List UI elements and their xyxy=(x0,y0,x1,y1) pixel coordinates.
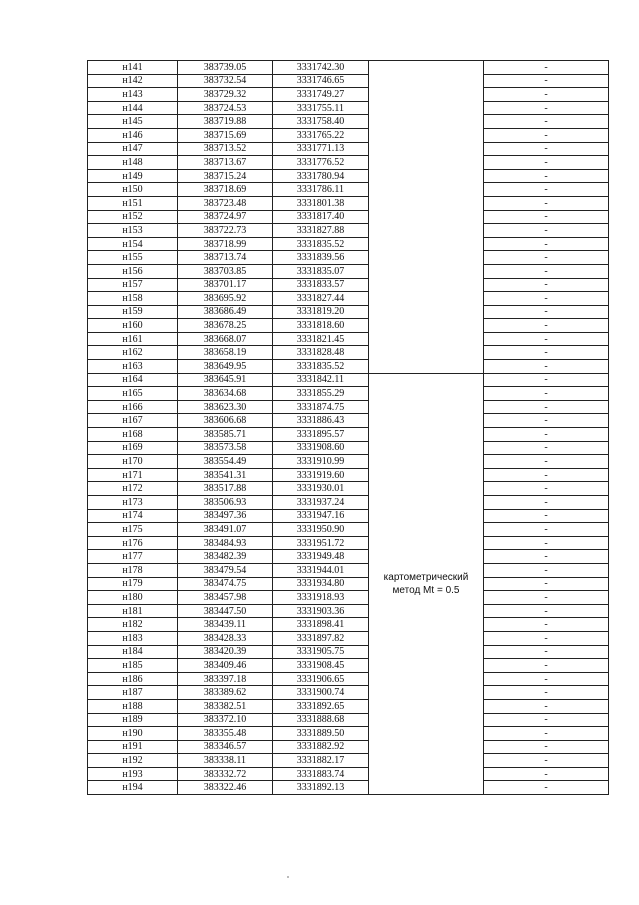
y-coordinate-cell: 3331827.88 xyxy=(273,224,369,238)
note-cell: - xyxy=(484,604,609,618)
point-id-cell: н164 xyxy=(88,373,178,387)
point-id-cell: н189 xyxy=(88,713,178,727)
note-cell: - xyxy=(484,61,609,75)
point-id-cell: н171 xyxy=(88,468,178,482)
note-cell: - xyxy=(484,659,609,673)
table-row xyxy=(88,428,609,442)
x-coordinate-cell: 383668.07 xyxy=(178,332,273,346)
point-id-cell: н151 xyxy=(88,196,178,210)
y-coordinate-cell: 3331886.43 xyxy=(273,414,369,428)
table-row xyxy=(88,672,609,686)
table-row xyxy=(88,74,609,88)
y-coordinate-cell: 3331817.40 xyxy=(273,210,369,224)
table-row xyxy=(88,169,609,183)
note-cell: - xyxy=(484,577,609,591)
note-cell: - xyxy=(484,169,609,183)
x-coordinate-cell: 383474.75 xyxy=(178,577,273,591)
note-cell: - xyxy=(484,88,609,102)
y-coordinate-cell: 3331900.74 xyxy=(273,686,369,700)
table-row xyxy=(88,305,609,319)
y-coordinate-cell: 3331819.20 xyxy=(273,305,369,319)
point-id-cell: н153 xyxy=(88,224,178,238)
table-row xyxy=(88,523,609,537)
table-row xyxy=(88,659,609,673)
table-row xyxy=(88,482,609,496)
x-coordinate-cell: 383724.53 xyxy=(178,101,273,115)
coordinates-table xyxy=(87,60,609,795)
y-coordinate-cell: 3331908.45 xyxy=(273,659,369,673)
point-id-cell: н158 xyxy=(88,292,178,306)
x-coordinate-cell: 383713.52 xyxy=(178,142,273,156)
table-row xyxy=(88,686,609,700)
x-coordinate-cell: 383482.39 xyxy=(178,550,273,564)
point-id-cell: н157 xyxy=(88,278,178,292)
x-coordinate-cell: 383479.54 xyxy=(178,563,273,577)
point-id-cell: н194 xyxy=(88,781,178,795)
x-coordinate-cell: 383322.46 xyxy=(178,781,273,795)
note-cell: - xyxy=(484,305,609,319)
point-id-cell: н165 xyxy=(88,387,178,401)
note-cell: - xyxy=(484,142,609,156)
x-coordinate-cell: 383606.68 xyxy=(178,414,273,428)
point-id-cell: н188 xyxy=(88,699,178,713)
table-row xyxy=(88,740,609,754)
note-cell: - xyxy=(484,523,609,537)
point-id-cell: н193 xyxy=(88,767,178,781)
note-cell: - xyxy=(484,387,609,401)
y-coordinate-cell: 3331937.24 xyxy=(273,496,369,510)
note-cell: - xyxy=(484,645,609,659)
x-coordinate-cell: 383397.18 xyxy=(178,672,273,686)
table-row xyxy=(88,128,609,142)
table-row xyxy=(88,631,609,645)
x-coordinate-cell: 383701.17 xyxy=(178,278,273,292)
y-coordinate-cell: 3331882.92 xyxy=(273,740,369,754)
table-row xyxy=(88,319,609,333)
note-cell: - xyxy=(484,482,609,496)
table-row xyxy=(88,781,609,795)
note-cell: - xyxy=(484,373,609,387)
note-cell: - xyxy=(484,251,609,265)
note-cell: - xyxy=(484,550,609,564)
note-cell: - xyxy=(484,156,609,170)
y-coordinate-cell: 3331949.48 xyxy=(273,550,369,564)
point-id-cell: н156 xyxy=(88,264,178,278)
x-coordinate-cell: 383554.49 xyxy=(178,455,273,469)
y-coordinate-cell: 3331918.93 xyxy=(273,591,369,605)
note-cell: - xyxy=(484,591,609,605)
x-coordinate-cell: 383447.50 xyxy=(178,604,273,618)
table-row xyxy=(88,61,609,75)
point-id-cell: н161 xyxy=(88,332,178,346)
x-coordinate-cell: 383715.69 xyxy=(178,128,273,142)
table-row xyxy=(88,142,609,156)
y-coordinate-cell: 3331801.38 xyxy=(273,196,369,210)
y-coordinate-cell: 3331951.72 xyxy=(273,536,369,550)
y-coordinate-cell: 3331842.11 xyxy=(273,373,369,387)
point-id-cell: н147 xyxy=(88,142,178,156)
point-id-cell: н144 xyxy=(88,101,178,115)
y-coordinate-cell: 3331906.65 xyxy=(273,672,369,686)
note-cell: - xyxy=(484,563,609,577)
x-coordinate-cell: 383718.99 xyxy=(178,237,273,251)
x-coordinate-cell: 383484.93 xyxy=(178,536,273,550)
y-coordinate-cell: 3331835.52 xyxy=(273,360,369,374)
table-row xyxy=(88,468,609,482)
note-cell: - xyxy=(484,713,609,727)
table-row xyxy=(88,156,609,170)
table-row xyxy=(88,536,609,550)
x-coordinate-cell: 383420.39 xyxy=(178,645,273,659)
note-cell: - xyxy=(484,754,609,768)
x-coordinate-cell: 383332.72 xyxy=(178,767,273,781)
table-row xyxy=(88,88,609,102)
x-coordinate-cell: 383719.88 xyxy=(178,115,273,129)
y-coordinate-cell: 3331821.45 xyxy=(273,332,369,346)
point-id-cell: н143 xyxy=(88,88,178,102)
note-cell: - xyxy=(484,455,609,469)
y-coordinate-cell: 3331758.40 xyxy=(273,115,369,129)
y-coordinate-cell: 3331905.75 xyxy=(273,645,369,659)
y-coordinate-cell: 3331888.68 xyxy=(273,713,369,727)
point-id-cell: н145 xyxy=(88,115,178,129)
point-id-cell: н187 xyxy=(88,686,178,700)
x-coordinate-cell: 383355.48 xyxy=(178,727,273,741)
point-id-cell: н162 xyxy=(88,346,178,360)
x-coordinate-cell: 383703.85 xyxy=(178,264,273,278)
x-coordinate-cell: 383439.11 xyxy=(178,618,273,632)
y-coordinate-cell: 3331771.13 xyxy=(273,142,369,156)
table-row xyxy=(88,767,609,781)
x-coordinate-cell: 383506.93 xyxy=(178,496,273,510)
point-id-cell: н167 xyxy=(88,414,178,428)
table-row xyxy=(88,496,609,510)
table-row xyxy=(88,373,609,387)
x-coordinate-cell: 383338.11 xyxy=(178,754,273,768)
table-row xyxy=(88,332,609,346)
point-id-cell: н177 xyxy=(88,550,178,564)
x-coordinate-cell: 383382.51 xyxy=(178,699,273,713)
point-id-cell: н176 xyxy=(88,536,178,550)
table-row xyxy=(88,727,609,741)
y-coordinate-cell: 3331765.22 xyxy=(273,128,369,142)
x-coordinate-cell: 383658.19 xyxy=(178,346,273,360)
y-coordinate-cell: 3331944.01 xyxy=(273,563,369,577)
point-id-cell: н183 xyxy=(88,631,178,645)
x-coordinate-cell: 383729.32 xyxy=(178,88,273,102)
point-id-cell: н175 xyxy=(88,523,178,537)
table-row xyxy=(88,237,609,251)
note-cell: - xyxy=(484,496,609,510)
table-row xyxy=(88,455,609,469)
table-row xyxy=(88,115,609,129)
table-row xyxy=(88,196,609,210)
y-coordinate-cell: 3331839.56 xyxy=(273,251,369,265)
note-cell: - xyxy=(484,618,609,632)
table-row xyxy=(88,414,609,428)
point-id-cell: н150 xyxy=(88,183,178,197)
table-row xyxy=(88,604,609,618)
point-id-cell: н173 xyxy=(88,496,178,510)
y-coordinate-cell: 3331833.57 xyxy=(273,278,369,292)
x-coordinate-cell: 383724.97 xyxy=(178,210,273,224)
point-id-cell: н141 xyxy=(88,61,178,75)
table-row xyxy=(88,292,609,306)
x-coordinate-cell: 383713.67 xyxy=(178,156,273,170)
x-coordinate-cell: 383645.91 xyxy=(178,373,273,387)
table-row xyxy=(88,278,609,292)
point-id-cell: н174 xyxy=(88,509,178,523)
table-row xyxy=(88,699,609,713)
y-coordinate-cell: 3331895.57 xyxy=(273,428,369,442)
x-coordinate-cell: 383457.98 xyxy=(178,591,273,605)
note-cell: - xyxy=(484,414,609,428)
point-id-cell: н166 xyxy=(88,400,178,414)
table-row xyxy=(88,550,609,564)
note-cell: - xyxy=(484,400,609,414)
table-row xyxy=(88,754,609,768)
note-cell: - xyxy=(484,101,609,115)
note-cell: - xyxy=(484,360,609,374)
note-cell: - xyxy=(484,536,609,550)
note-cell: - xyxy=(484,727,609,741)
note-cell: - xyxy=(484,74,609,88)
y-coordinate-cell: 3331749.27 xyxy=(273,88,369,102)
point-id-cell: н184 xyxy=(88,645,178,659)
x-coordinate-cell: 383732.54 xyxy=(178,74,273,88)
note-cell: - xyxy=(484,210,609,224)
y-coordinate-cell: 3331883.74 xyxy=(273,767,369,781)
note-cell: - xyxy=(484,224,609,238)
y-coordinate-cell: 3331827.44 xyxy=(273,292,369,306)
point-id-cell: н182 xyxy=(88,618,178,632)
y-coordinate-cell: 3331818.60 xyxy=(273,319,369,333)
point-id-cell: н186 xyxy=(88,672,178,686)
note-cell: - xyxy=(484,468,609,482)
y-coordinate-cell: 3331897.82 xyxy=(273,631,369,645)
note-cell: - xyxy=(484,264,609,278)
table-row xyxy=(88,387,609,401)
x-coordinate-cell: 383428.33 xyxy=(178,631,273,645)
note-cell: - xyxy=(484,237,609,251)
table-row xyxy=(88,563,609,577)
table-row xyxy=(88,441,609,455)
table-row xyxy=(88,264,609,278)
table-row xyxy=(88,251,609,265)
x-coordinate-cell: 383713.74 xyxy=(178,251,273,265)
point-id-cell: н178 xyxy=(88,563,178,577)
y-coordinate-cell: 3331855.29 xyxy=(273,387,369,401)
y-coordinate-cell: 3331742.30 xyxy=(273,61,369,75)
scan-speck xyxy=(287,876,289,878)
point-id-cell: н192 xyxy=(88,754,178,768)
x-coordinate-cell: 383372.10 xyxy=(178,713,273,727)
note-cell: - xyxy=(484,699,609,713)
note-cell: - xyxy=(484,115,609,129)
x-coordinate-cell: 383497.36 xyxy=(178,509,273,523)
table-row xyxy=(88,346,609,360)
point-id-cell: н159 xyxy=(88,305,178,319)
x-coordinate-cell: 383541.31 xyxy=(178,468,273,482)
table-row xyxy=(88,183,609,197)
note-cell: - xyxy=(484,128,609,142)
y-coordinate-cell: 3331892.13 xyxy=(273,781,369,795)
y-coordinate-cell: 3331919.60 xyxy=(273,468,369,482)
point-id-cell: н146 xyxy=(88,128,178,142)
x-coordinate-cell: 383686.49 xyxy=(178,305,273,319)
x-coordinate-cell: 383718.69 xyxy=(178,183,273,197)
x-coordinate-cell: 383389.62 xyxy=(178,686,273,700)
note-cell: - xyxy=(484,509,609,523)
note-cell: - xyxy=(484,278,609,292)
point-id-cell: н180 xyxy=(88,591,178,605)
y-coordinate-cell: 3331903.36 xyxy=(273,604,369,618)
table-row xyxy=(88,618,609,632)
y-coordinate-cell: 3331950.90 xyxy=(273,523,369,537)
y-coordinate-cell: 3331934.80 xyxy=(273,577,369,591)
x-coordinate-cell: 383491.07 xyxy=(178,523,273,537)
coordinates-table-body xyxy=(88,61,609,795)
note-cell: - xyxy=(484,332,609,346)
note-cell: - xyxy=(484,672,609,686)
point-id-cell: н152 xyxy=(88,210,178,224)
note-cell: - xyxy=(484,346,609,360)
table-row xyxy=(88,645,609,659)
point-id-cell: н185 xyxy=(88,659,178,673)
note-cell: - xyxy=(484,740,609,754)
y-coordinate-cell: 3331930.01 xyxy=(273,482,369,496)
point-id-cell: н181 xyxy=(88,604,178,618)
x-coordinate-cell: 383409.46 xyxy=(178,659,273,673)
y-coordinate-cell: 3331828.48 xyxy=(273,346,369,360)
x-coordinate-cell: 383585.71 xyxy=(178,428,273,442)
x-coordinate-cell: 383723.48 xyxy=(178,196,273,210)
y-coordinate-cell: 3331882.17 xyxy=(273,754,369,768)
x-coordinate-cell: 383573.58 xyxy=(178,441,273,455)
point-id-cell: н170 xyxy=(88,455,178,469)
table-row xyxy=(88,360,609,374)
y-coordinate-cell: 3331889.50 xyxy=(273,727,369,741)
y-coordinate-cell: 3331910.99 xyxy=(273,455,369,469)
point-id-cell: н169 xyxy=(88,441,178,455)
x-coordinate-cell: 383649.95 xyxy=(178,360,273,374)
point-id-cell: н190 xyxy=(88,727,178,741)
y-coordinate-cell: 3331947.16 xyxy=(273,509,369,523)
point-id-cell: н179 xyxy=(88,577,178,591)
note-cell: - xyxy=(484,441,609,455)
y-coordinate-cell: 3331892.65 xyxy=(273,699,369,713)
note-cell: - xyxy=(484,631,609,645)
y-coordinate-cell: 3331835.07 xyxy=(273,264,369,278)
point-id-cell: н155 xyxy=(88,251,178,265)
note-cell: - xyxy=(484,196,609,210)
table-row xyxy=(88,101,609,115)
note-cell: - xyxy=(484,319,609,333)
point-id-cell: н154 xyxy=(88,237,178,251)
table-row xyxy=(88,591,609,605)
y-coordinate-cell: 3331780.94 xyxy=(273,169,369,183)
y-coordinate-cell: 3331898.41 xyxy=(273,618,369,632)
x-coordinate-cell: 383517.88 xyxy=(178,482,273,496)
y-coordinate-cell: 3331746.65 xyxy=(273,74,369,88)
method-cell xyxy=(369,61,484,374)
y-coordinate-cell: 3331786.11 xyxy=(273,183,369,197)
table-row xyxy=(88,400,609,414)
note-cell: - xyxy=(484,686,609,700)
table-row xyxy=(88,224,609,238)
note-cell: - xyxy=(484,428,609,442)
x-coordinate-cell: 383623.30 xyxy=(178,400,273,414)
point-id-cell: н149 xyxy=(88,169,178,183)
table-row xyxy=(88,509,609,523)
note-cell: - xyxy=(484,183,609,197)
x-coordinate-cell: 383678.25 xyxy=(178,319,273,333)
x-coordinate-cell: 383715.24 xyxy=(178,169,273,183)
x-coordinate-cell: 383346.57 xyxy=(178,740,273,754)
point-id-cell: н168 xyxy=(88,428,178,442)
point-id-cell: н142 xyxy=(88,74,178,88)
table-row xyxy=(88,577,609,591)
note-cell: - xyxy=(484,292,609,306)
x-coordinate-cell: 383722.73 xyxy=(178,224,273,238)
y-coordinate-cell: 3331835.52 xyxy=(273,237,369,251)
x-coordinate-cell: 383634.68 xyxy=(178,387,273,401)
y-coordinate-cell: 3331874.75 xyxy=(273,400,369,414)
note-cell: - xyxy=(484,781,609,795)
note-cell: - xyxy=(484,767,609,781)
method-cell: картометрический метод Mt = 0.5 xyxy=(369,373,484,794)
y-coordinate-cell: 3331776.52 xyxy=(273,156,369,170)
point-id-cell: н163 xyxy=(88,360,178,374)
x-coordinate-cell: 383739.05 xyxy=(178,61,273,75)
point-id-cell: н160 xyxy=(88,319,178,333)
y-coordinate-cell: 3331755.11 xyxy=(273,101,369,115)
point-id-cell: н191 xyxy=(88,740,178,754)
table-row xyxy=(88,210,609,224)
point-id-cell: н148 xyxy=(88,156,178,170)
y-coordinate-cell: 3331908.60 xyxy=(273,441,369,455)
point-id-cell: н172 xyxy=(88,482,178,496)
x-coordinate-cell: 383695.92 xyxy=(178,292,273,306)
table-row xyxy=(88,713,609,727)
